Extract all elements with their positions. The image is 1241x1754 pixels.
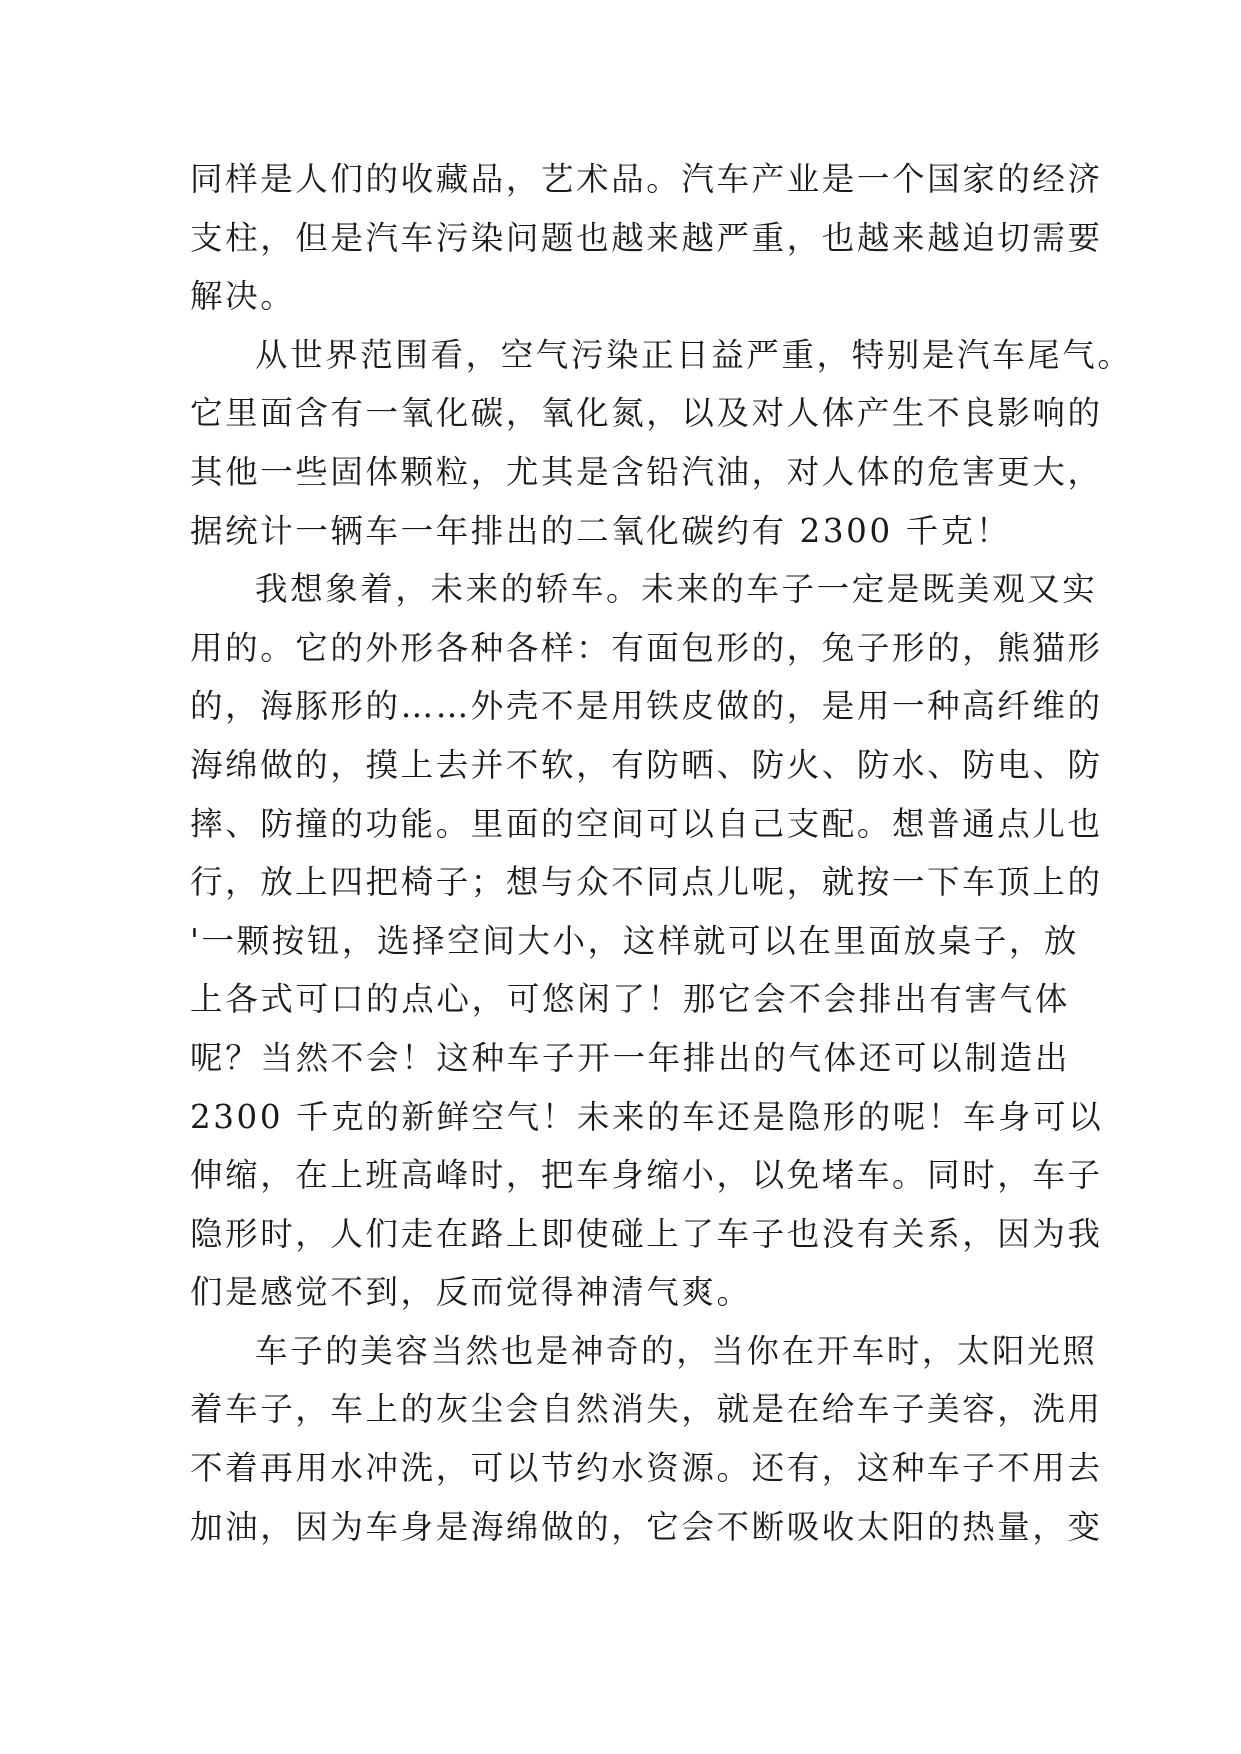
text-line: 不着再用水冲洗，可以节约水资源。还有，这种车子不用去 <box>190 1449 1103 1488</box>
text-line: 同样是人们的收藏品，艺术品。汽车产业是一个国家的经济 <box>190 160 1103 198</box>
text-line: 海绵做的，摸上去并不软，有防晒、防火、防水、防电、防 <box>190 745 1103 784</box>
text-line: 们是感觉不到，反而觉得神清气爽。 <box>190 1273 752 1312</box>
text-line: 伸缩，在上班高峰时，把车身缩小，以免堵车。同时，车子 <box>190 1156 1103 1195</box>
text-line: 解决。 <box>190 277 296 316</box>
text-line: 从世界范围看，空气污染正日益严重，特别是汽车尾气。 <box>255 335 1133 374</box>
paragraph <box>190 1322 1103 1556</box>
text-line: 加油，因为车身是海绵做的，它会不断吸收太阳的热量，变 <box>190 1507 1103 1546</box>
body-text <box>190 150 1133 1556</box>
text-line: 2300 千克的新鲜空气！未来的车还是隐形的呢！车身可以 <box>190 1097 1104 1136</box>
text-line: 它里面含有一氧化碳，氧化氮，以及对人体产生不良影响的 <box>190 394 1103 433</box>
paragraph <box>190 560 1104 1322</box>
text-line: 上各式可口的点心，可悠闲了！那它会不会排出有害气体 <box>190 980 1070 1019</box>
text-line: 用的。它的外形各种各样：有面包形的，兔子形的，熊猫形 <box>190 628 1103 667</box>
text-line: 呢？当然不会！这种车子开一年排出的气体还可以制造出 <box>190 1038 1070 1077</box>
text-line: 的，海豚形的……外壳不是用铁皮做的，是用一种高纤维的 <box>190 687 1103 726</box>
text-line: 车子的美容当然也是神奇的，当你在开车时，太阳光照 <box>255 1331 1098 1370</box>
text-line: 我想象着，未来的轿车。未来的车子一定是既美观又实 <box>255 570 1098 609</box>
text-line: 行，放上四把椅子；想与众不同点儿呢，就按一下车顶上的 <box>190 863 1103 902</box>
text-line: 着车子，车上的灰尘会自然消失，就是在给车子美容，洗用 <box>190 1390 1103 1429</box>
paragraph <box>190 150 1103 326</box>
text-line: 支柱，但是汽车污染问题也越来越严重，也越来越迫切需要 <box>190 218 1103 257</box>
text-line: 隐形时，人们走在路上即使碰上了车子也没有关系，因为我 <box>190 1214 1103 1253</box>
text-line: 据统计一辆车一年排出的二氧化碳约有 2300 千克！ <box>190 511 1011 550</box>
text-line: '一颗按钮，选择空间大小，这样就可以在里面放桌子，放 <box>190 921 1080 960</box>
text-line: 摔、防撞的功能。里面的空间可以自己支配。想普通点儿也 <box>190 804 1103 843</box>
paragraph <box>190 326 1133 560</box>
text-line: 其他一些固体颗粒，尤其是含铅汽油，对人体的危害更大， <box>190 452 1103 491</box>
